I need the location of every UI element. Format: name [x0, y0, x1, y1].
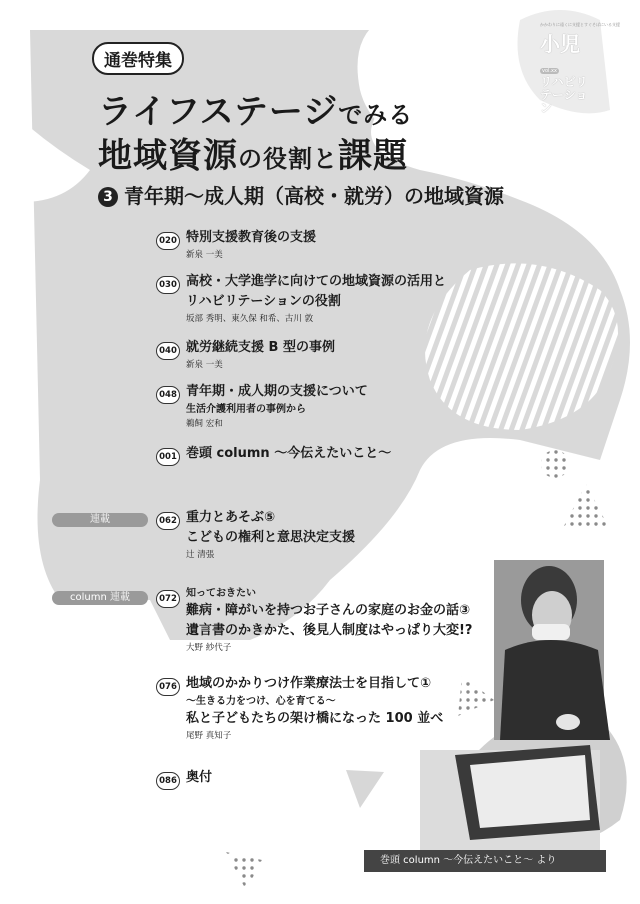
- page-number: 020: [156, 232, 180, 250]
- entry-author: 新泉 一美: [186, 360, 223, 370]
- logo-kana2: テーション: [540, 88, 588, 115]
- entry-title: 地域のかかりつけ作業療法士を目指して①: [186, 676, 432, 691]
- entry-title: 特別支援教育後の支援: [186, 230, 317, 245]
- toc-entry[interactable]: [186, 228, 316, 262]
- category-serial: 連載: [52, 513, 148, 527]
- entry-title-2: 遺言書のかきかた、後見人制度はやっぱり大変!?: [186, 623, 473, 638]
- toc-entry[interactable]: [186, 586, 472, 655]
- entry-title-2: リハビリテーションの役割: [186, 294, 341, 309]
- page-number: 030: [156, 276, 180, 294]
- subtitle-text: 青年期～成人期（高校・就労）の地域資源: [124, 184, 504, 208]
- page-number: 048: [156, 386, 180, 404]
- toc-entry[interactable]: [186, 382, 368, 431]
- page-number: 072: [156, 590, 180, 608]
- entry-author: 新泉 一美: [186, 250, 223, 260]
- entry-subtitle: ～生きる力をつけ、心を育てる～: [186, 696, 336, 707]
- entry-subtitle: 生活介護利用者の事例から: [186, 404, 306, 415]
- logo-kana1: リハビリ: [540, 75, 588, 89]
- page-number: 040: [156, 342, 180, 360]
- entry-title-2: こどもの権利と意思決定支援: [186, 530, 356, 545]
- page-number: 062: [156, 512, 180, 530]
- title-small-text: の役割と: [238, 145, 338, 173]
- toc-entry[interactable]: [186, 508, 355, 562]
- logo-pill: vol.xx: [542, 68, 557, 74]
- logo-main: 小児: [540, 32, 580, 56]
- page-number: 001: [156, 448, 180, 466]
- page-number: 076: [156, 678, 180, 696]
- entry-author: 大野 紗代子: [186, 643, 232, 653]
- toc-entry[interactable]: [186, 272, 446, 326]
- entry-pre: 知っておきたい: [186, 588, 256, 599]
- number-3-icon: 3: [98, 187, 118, 207]
- magazine-logo: [540, 22, 620, 115]
- entry-title: 重力とあそぶ⑤: [186, 510, 276, 525]
- category-column-serial: column 連載: [52, 591, 148, 605]
- title-main-text: 課題: [338, 136, 408, 176]
- page-number: 086: [156, 772, 180, 790]
- entry-author: 尾野 真知子: [186, 731, 232, 741]
- title-main-text: ライフステージ: [98, 92, 339, 132]
- entry-title: 青年期・成人期の支援について: [186, 384, 368, 399]
- main-title-line2: [98, 128, 408, 177]
- entry-title: 就労継続支援 B 型の事例: [186, 340, 335, 355]
- logo-tagline: かかわりに遠くに支援とすぐそばにいる支援: [540, 22, 620, 27]
- entry-author: 坂部 秀明、東久保 和希、古川 敦: [186, 314, 314, 324]
- main-title-line1: [98, 84, 413, 133]
- title-small-text: でみる: [338, 101, 414, 129]
- toc-entry[interactable]: [186, 674, 443, 743]
- entry-title: 奥付: [186, 770, 213, 785]
- entry-title: 高校・大学進学に向けての地域資源の活用と: [186, 274, 447, 289]
- photo-caption: 巻頭 column ～今伝えたいこと～ より: [364, 850, 606, 872]
- entry-title: 難病・障がいを持つお子さんの家庭のお金の話③: [186, 603, 471, 618]
- entry-author: 辻 清張: [186, 550, 215, 560]
- feature-badge: 通巻特集: [92, 42, 184, 75]
- toc-entry[interactable]: [186, 768, 212, 788]
- subtitle: [98, 180, 504, 209]
- toc-entry[interactable]: [186, 338, 335, 372]
- entry-title-2: 私と子どもたちの架け橋になった 100 並べ: [186, 711, 444, 726]
- entry-title: 巻頭 column ～今伝えたいこと～: [186, 446, 392, 461]
- entry-author: 鵜飼 宏和: [186, 419, 223, 429]
- title-main-text: 地域資源: [98, 136, 238, 176]
- toc-entry[interactable]: [186, 444, 391, 464]
